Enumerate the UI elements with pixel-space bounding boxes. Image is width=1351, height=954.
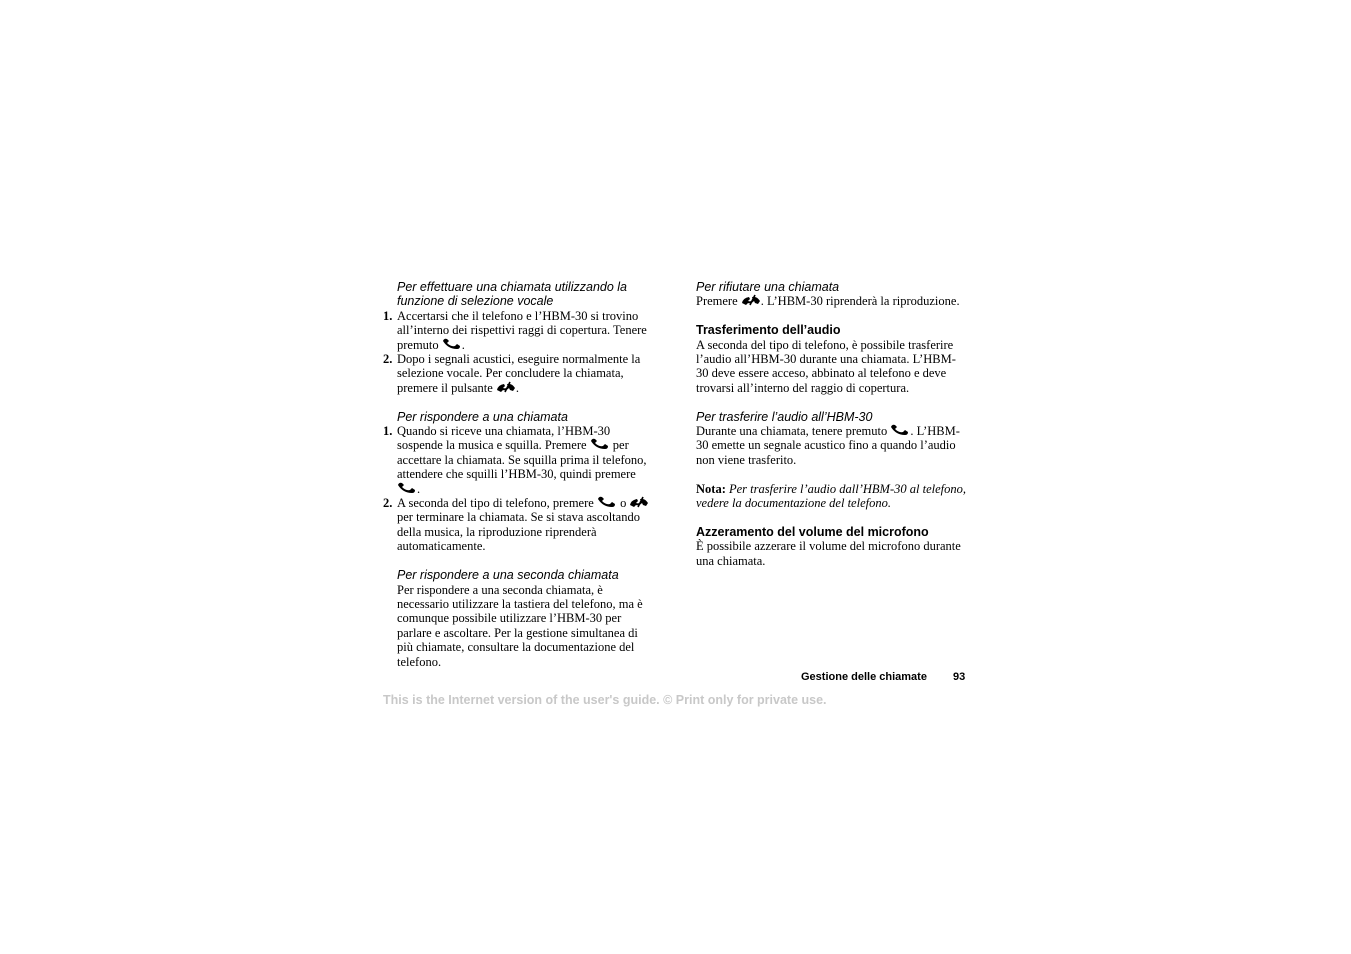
audio-transfer-body: A seconda del tipo di telefono, è possibile trasferire l’audio all’HBM-30 durante una chiamata. L’HBM-30 deve essere acceso, abbinato al telefono e deve trovarsi all’interno del raggio di copertura. xyxy=(696,337,956,395)
note-label: Nota: xyxy=(696,481,726,496)
second-call-heading: Per rispondere a una seconda chiamata xyxy=(397,568,619,583)
call-answer-icon xyxy=(890,424,910,436)
call-end-icon xyxy=(629,496,649,508)
right-column xyxy=(696,280,968,568)
voice-dial-steps xyxy=(383,309,655,395)
voice-dial-step-1: 1. Accertarsi che il telefono e l’HBM-30 si trovino all’interno dei rispettivi raggi di copertura. Tenere premuto . xyxy=(383,308,647,352)
call-answer-icon xyxy=(442,338,462,350)
answer-call-steps xyxy=(383,424,655,554)
reject-call-heading: Per rifiutare una chiamata xyxy=(696,280,840,294)
note xyxy=(696,482,968,511)
note-text: Per trasferire l’audio dall’HBM-30 al telefono, vedere la documentazione del telefono. xyxy=(696,481,966,511)
mic-mute-heading: Azzeramento del volume del microfono xyxy=(696,524,929,539)
mic-mute-body: È possibile azzerare il volume del microfono durante una chiamata. xyxy=(696,539,961,568)
call-answer-icon xyxy=(397,482,417,494)
call-end-icon xyxy=(496,381,516,393)
transfer-to-hbm-body: Durante una chiamata, tenere premuto . L’HBM-30 emette un segnale acustico fino a quando l’audio non viene trasferito. xyxy=(696,424,960,467)
answer-call-step-2: 2. A seconda del tipo di telefono, premere o per terminare la chiamata. Se si stava ascoltando della musica, la riproduzione riprenderà automaticamente. xyxy=(383,496,655,554)
answer-call-step-1: 1. Quando si riceve una chiamata, l’HBM-30 sospende la musica e squilla. Premere per accettare la chiamata. Se squilla prima il telefono, attendere che squilli l’HBM-30, quindi premere . xyxy=(383,424,647,496)
watermark: This is the Internet version of the user's guide. © Print only for private use. xyxy=(383,693,827,707)
page-number: 93 xyxy=(953,671,966,683)
call-answer-icon xyxy=(590,438,610,450)
audio-transfer-heading: Trasferimento dell’audio xyxy=(696,323,841,338)
footer-section-title: Gestione delle chiamate xyxy=(801,671,927,683)
voice-dial-step-2: 2. Dopo i segnali acustici, eseguire normalmente la selezione vocale. Per concludere la chiamata, premere il pulsante . xyxy=(383,352,641,395)
reject-call-body: Premere . L’HBM-30 riprenderà la riproduzione. xyxy=(696,294,960,309)
left-column xyxy=(383,280,655,669)
voice-dial-heading: Per effettuare una chiamata utilizzando la funzione di selezione vocale xyxy=(397,280,627,309)
call-end-icon xyxy=(741,294,761,306)
call-answer-icon xyxy=(597,496,617,508)
answer-call-heading: Per rispondere a una chiamata xyxy=(397,409,568,424)
transfer-to-hbm-heading: Per trasferire l’audio all’HBM-30 xyxy=(696,409,873,424)
second-call-body: Per rispondere a una seconda chiamata, è necessario utilizzare la tastiera del telefono, ma è comunque possibile utilizzare l’HBM-30 per parlare e ascoltare. Per la gestione simultanea di più chiamate, consultare la documentazione del telefono. xyxy=(397,582,643,669)
